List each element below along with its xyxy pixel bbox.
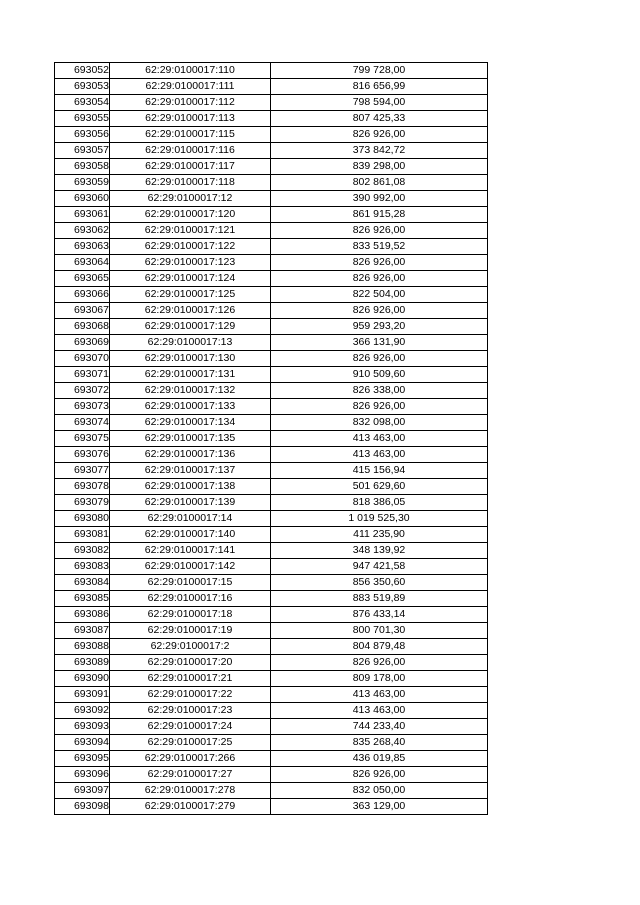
cadastral-number-cell: 62:29:0100017:279 xyxy=(110,799,271,815)
cadastral-value-cell: 804 879,48 xyxy=(271,639,488,655)
cadastral-number-cell: 62:29:0100017:24 xyxy=(110,719,271,735)
cadastral-value-cell: 876 433,14 xyxy=(271,607,488,623)
cadastral-number-cell: 62:29:0100017:25 xyxy=(110,735,271,751)
table-row xyxy=(55,687,488,703)
cadastral-value-table xyxy=(54,62,488,815)
row-id-cell: 693071 xyxy=(55,367,110,383)
row-id-cell: 693064 xyxy=(55,255,110,271)
table-row xyxy=(55,479,488,495)
table-row xyxy=(55,143,488,159)
cadastral-value-cell: 832 098,00 xyxy=(271,415,488,431)
cadastral-value-cell: 826 926,00 xyxy=(271,303,488,319)
cadastral-number-cell: 62:29:0100017:125 xyxy=(110,287,271,303)
row-id-cell: 693095 xyxy=(55,751,110,767)
cadastral-value-cell: 910 509,60 xyxy=(271,367,488,383)
table-row xyxy=(55,559,488,575)
cadastral-number-cell: 62:29:0100017:137 xyxy=(110,463,271,479)
table-row xyxy=(55,431,488,447)
row-id-cell: 693080 xyxy=(55,511,110,527)
cadastral-number-cell: 62:29:0100017:139 xyxy=(110,495,271,511)
cadastral-number-cell: 62:29:0100017:112 xyxy=(110,95,271,111)
row-id-cell: 693079 xyxy=(55,495,110,511)
cadastral-number-cell: 62:29:0100017:122 xyxy=(110,239,271,255)
row-id-cell: 693066 xyxy=(55,287,110,303)
table-row xyxy=(55,399,488,415)
cadastral-value-cell: 366 131,90 xyxy=(271,335,488,351)
cadastral-number-cell: 62:29:0100017:138 xyxy=(110,479,271,495)
table-row xyxy=(55,463,488,479)
cadastral-number-cell: 62:29:0100017:134 xyxy=(110,415,271,431)
cadastral-number-cell: 62:29:0100017:18 xyxy=(110,607,271,623)
cadastral-number-cell: 62:29:0100017:111 xyxy=(110,79,271,95)
cadastral-number-cell: 62:29:0100017:131 xyxy=(110,367,271,383)
row-id-cell: 693074 xyxy=(55,415,110,431)
cadastral-value-cell: 826 926,00 xyxy=(271,767,488,783)
row-id-cell: 693077 xyxy=(55,463,110,479)
table-row xyxy=(55,159,488,175)
cadastral-number-cell: 62:29:0100017:117 xyxy=(110,159,271,175)
table-row xyxy=(55,319,488,335)
cadastral-number-cell: 62:29:0100017:116 xyxy=(110,143,271,159)
row-id-cell: 693093 xyxy=(55,719,110,735)
row-id-cell: 693061 xyxy=(55,207,110,223)
cadastral-value-cell: 832 050,00 xyxy=(271,783,488,799)
cadastral-number-cell: 62:29:0100017:115 xyxy=(110,127,271,143)
row-id-cell: 693094 xyxy=(55,735,110,751)
cadastral-value-cell: 1 019 525,30 xyxy=(271,511,488,527)
row-id-cell: 693096 xyxy=(55,767,110,783)
table-row xyxy=(55,799,488,815)
table-row xyxy=(55,255,488,271)
row-id-cell: 693086 xyxy=(55,607,110,623)
cadastral-value-cell: 348 139,92 xyxy=(271,543,488,559)
table-row xyxy=(55,575,488,591)
cadastral-value-cell: 413 463,00 xyxy=(271,687,488,703)
table-row xyxy=(55,671,488,687)
cadastral-value-cell: 833 519,52 xyxy=(271,239,488,255)
table-row xyxy=(55,655,488,671)
cadastral-number-cell: 62:29:0100017:140 xyxy=(110,527,271,543)
row-id-cell: 693058 xyxy=(55,159,110,175)
table-row xyxy=(55,703,488,719)
row-id-cell: 693053 xyxy=(55,79,110,95)
cadastral-number-cell: 62:29:0100017:13 xyxy=(110,335,271,351)
cadastral-number-cell: 62:29:0100017:266 xyxy=(110,751,271,767)
table-row xyxy=(55,415,488,431)
table-row xyxy=(55,207,488,223)
cadastral-number-cell: 62:29:0100017:2 xyxy=(110,639,271,655)
cadastral-number-cell: 62:29:0100017:23 xyxy=(110,703,271,719)
table-row xyxy=(55,751,488,767)
cadastral-number-cell: 62:29:0100017:135 xyxy=(110,431,271,447)
cadastral-number-cell: 62:29:0100017:133 xyxy=(110,399,271,415)
table-row xyxy=(55,495,488,511)
cadastral-number-cell: 62:29:0100017:19 xyxy=(110,623,271,639)
table-row xyxy=(55,783,488,799)
cadastral-value-cell: 818 386,05 xyxy=(271,495,488,511)
cadastral-value-cell: 744 233,40 xyxy=(271,719,488,735)
table-row xyxy=(55,239,488,255)
cadastral-value-cell: 883 519,89 xyxy=(271,591,488,607)
cadastral-value-cell: 822 504,00 xyxy=(271,287,488,303)
table-row xyxy=(55,111,488,127)
cadastral-number-cell: 62:29:0100017:21 xyxy=(110,671,271,687)
cadastral-number-cell: 62:29:0100017:278 xyxy=(110,783,271,799)
row-id-cell: 693056 xyxy=(55,127,110,143)
table-row xyxy=(55,527,488,543)
cadastral-number-cell: 62:29:0100017:110 xyxy=(110,63,271,79)
row-id-cell: 693070 xyxy=(55,351,110,367)
row-id-cell: 693081 xyxy=(55,527,110,543)
cadastral-number-cell: 62:29:0100017:20 xyxy=(110,655,271,671)
row-id-cell: 693072 xyxy=(55,383,110,399)
table-row xyxy=(55,63,488,79)
row-id-cell: 693055 xyxy=(55,111,110,127)
table-row xyxy=(55,367,488,383)
row-id-cell: 693088 xyxy=(55,639,110,655)
row-id-cell: 693060 xyxy=(55,191,110,207)
cadastral-number-cell: 62:29:0100017:126 xyxy=(110,303,271,319)
cadastral-value-cell: 856 350,60 xyxy=(271,575,488,591)
row-id-cell: 693052 xyxy=(55,63,110,79)
table-row xyxy=(55,79,488,95)
row-id-cell: 693063 xyxy=(55,239,110,255)
cadastral-value-cell: 415 156,94 xyxy=(271,463,488,479)
cadastral-value-cell: 807 425,33 xyxy=(271,111,488,127)
cadastral-number-cell: 62:29:0100017:129 xyxy=(110,319,271,335)
cadastral-value-cell: 436 019,85 xyxy=(271,751,488,767)
row-id-cell: 693069 xyxy=(55,335,110,351)
cadastral-value-cell: 826 926,00 xyxy=(271,399,488,415)
row-id-cell: 693085 xyxy=(55,591,110,607)
cadastral-number-cell: 62:29:0100017:15 xyxy=(110,575,271,591)
cadastral-value-cell: 826 926,00 xyxy=(271,127,488,143)
table-row xyxy=(55,607,488,623)
cadastral-number-cell: 62:29:0100017:120 xyxy=(110,207,271,223)
cadastral-number-cell: 62:29:0100017:22 xyxy=(110,687,271,703)
cadastral-value-cell: 390 992,00 xyxy=(271,191,488,207)
row-id-cell: 693065 xyxy=(55,271,110,287)
cadastral-number-cell: 62:29:0100017:27 xyxy=(110,767,271,783)
table-row xyxy=(55,543,488,559)
cadastral-number-cell: 62:29:0100017:124 xyxy=(110,271,271,287)
table-row xyxy=(55,623,488,639)
cadastral-number-cell: 62:29:0100017:142 xyxy=(110,559,271,575)
cadastral-value-cell: 363 129,00 xyxy=(271,799,488,815)
cadastral-value-cell: 800 701,30 xyxy=(271,623,488,639)
row-id-cell: 693098 xyxy=(55,799,110,815)
cadastral-number-cell: 62:29:0100017:121 xyxy=(110,223,271,239)
cadastral-value-cell: 798 594,00 xyxy=(271,95,488,111)
table-row xyxy=(55,511,488,527)
table-body xyxy=(55,63,488,815)
cadastral-value-cell: 413 463,00 xyxy=(271,447,488,463)
row-id-cell: 693073 xyxy=(55,399,110,415)
cadastral-number-cell: 62:29:0100017:136 xyxy=(110,447,271,463)
row-id-cell: 693084 xyxy=(55,575,110,591)
cadastral-value-cell: 809 178,00 xyxy=(271,671,488,687)
table-row xyxy=(55,95,488,111)
cadastral-value-cell: 835 268,40 xyxy=(271,735,488,751)
cadastral-value-cell: 826 926,00 xyxy=(271,271,488,287)
cadastral-value-cell: 799 728,00 xyxy=(271,63,488,79)
row-id-cell: 693097 xyxy=(55,783,110,799)
table-row xyxy=(55,383,488,399)
row-id-cell: 693082 xyxy=(55,543,110,559)
row-id-cell: 693062 xyxy=(55,223,110,239)
row-id-cell: 693087 xyxy=(55,623,110,639)
cadastral-number-cell: 62:29:0100017:132 xyxy=(110,383,271,399)
table-row xyxy=(55,191,488,207)
cadastral-value-cell: 947 421,58 xyxy=(271,559,488,575)
table-row xyxy=(55,303,488,319)
row-id-cell: 693091 xyxy=(55,687,110,703)
cadastral-value-cell: 959 293,20 xyxy=(271,319,488,335)
cadastral-value-cell: 802 861,08 xyxy=(271,175,488,191)
cadastral-value-cell: 826 338,00 xyxy=(271,383,488,399)
row-id-cell: 693083 xyxy=(55,559,110,575)
table-row xyxy=(55,591,488,607)
row-id-cell: 693090 xyxy=(55,671,110,687)
cadastral-value-cell: 373 842,72 xyxy=(271,143,488,159)
table-row xyxy=(55,127,488,143)
table-row xyxy=(55,735,488,751)
cadastral-value-cell: 826 926,00 xyxy=(271,255,488,271)
table-row xyxy=(55,223,488,239)
cadastral-value-cell: 411 235,90 xyxy=(271,527,488,543)
cadastral-value-cell: 826 926,00 xyxy=(271,223,488,239)
table-row xyxy=(55,287,488,303)
table-row xyxy=(55,639,488,655)
row-id-cell: 693075 xyxy=(55,431,110,447)
row-id-cell: 693089 xyxy=(55,655,110,671)
cadastral-number-cell: 62:29:0100017:130 xyxy=(110,351,271,367)
cadastral-value-cell: 839 298,00 xyxy=(271,159,488,175)
table-row xyxy=(55,335,488,351)
table-row xyxy=(55,351,488,367)
cadastral-value-cell: 826 926,00 xyxy=(271,351,488,367)
cadastral-value-cell: 413 463,00 xyxy=(271,703,488,719)
table-row xyxy=(55,447,488,463)
cadastral-value-cell: 501 629,60 xyxy=(271,479,488,495)
table-row xyxy=(55,719,488,735)
cadastral-value-cell: 861 915,28 xyxy=(271,207,488,223)
cadastral-value-cell: 413 463,00 xyxy=(271,431,488,447)
cadastral-number-cell: 62:29:0100017:118 xyxy=(110,175,271,191)
cadastral-number-cell: 62:29:0100017:123 xyxy=(110,255,271,271)
row-id-cell: 693078 xyxy=(55,479,110,495)
row-id-cell: 693054 xyxy=(55,95,110,111)
row-id-cell: 693057 xyxy=(55,143,110,159)
cadastral-number-cell: 62:29:0100017:141 xyxy=(110,543,271,559)
row-id-cell: 693092 xyxy=(55,703,110,719)
table-row xyxy=(55,175,488,191)
table-row xyxy=(55,767,488,783)
cadastral-number-cell: 62:29:0100017:12 xyxy=(110,191,271,207)
table-row xyxy=(55,271,488,287)
row-id-cell: 693067 xyxy=(55,303,110,319)
row-id-cell: 693076 xyxy=(55,447,110,463)
cadastral-value-cell: 826 926,00 xyxy=(271,655,488,671)
cadastral-number-cell: 62:29:0100017:113 xyxy=(110,111,271,127)
cadastral-value-cell: 816 656,99 xyxy=(271,79,488,95)
cadastral-number-cell: 62:29:0100017:14 xyxy=(110,511,271,527)
cadastral-number-cell: 62:29:0100017:16 xyxy=(110,591,271,607)
row-id-cell: 693068 xyxy=(55,319,110,335)
row-id-cell: 693059 xyxy=(55,175,110,191)
